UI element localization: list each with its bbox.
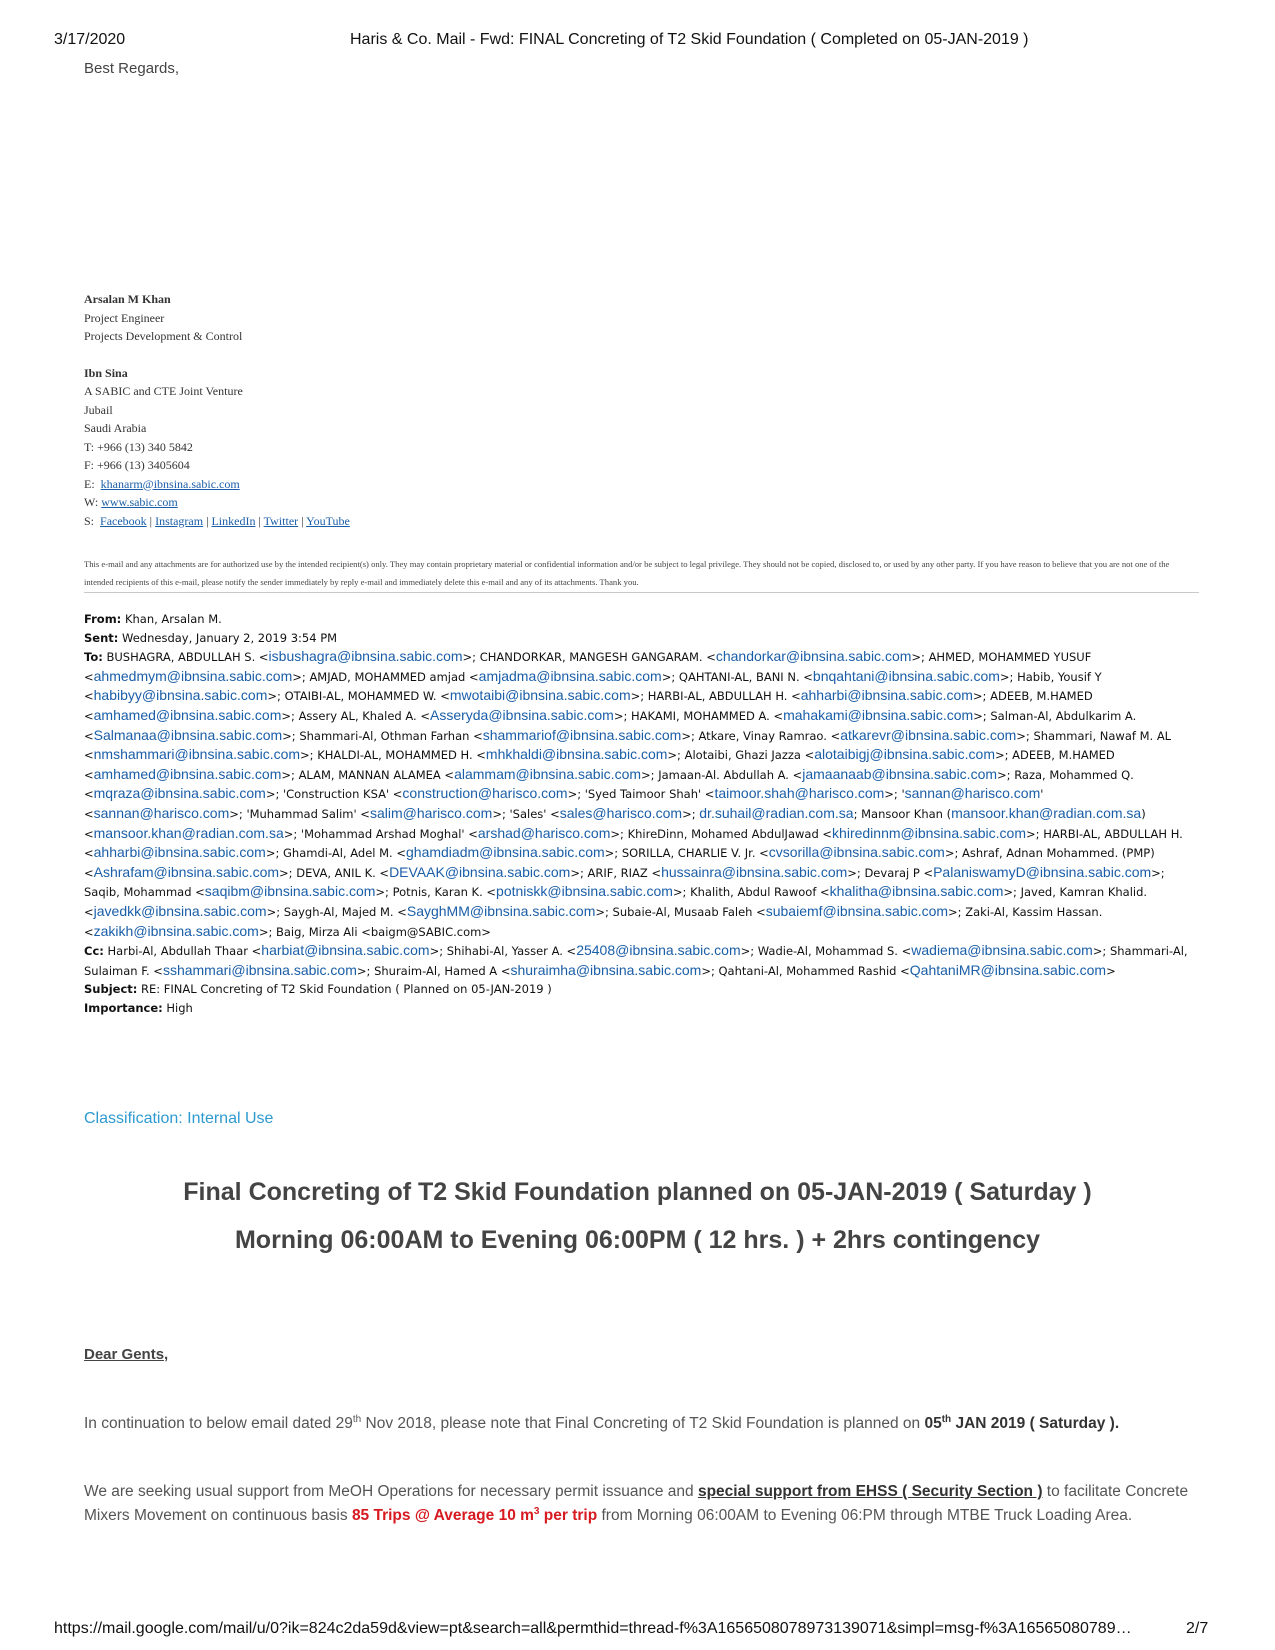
- recipient-separator: >;: [681, 728, 699, 743]
- recipient-separator: >;: [682, 806, 700, 821]
- recipient-separator: >;: [701, 963, 719, 978]
- recipient-email-link[interactable]: nmshammari@ibnsina.sabic.com: [93, 746, 301, 763]
- recipient-separator: >;: [667, 748, 685, 763]
- recipient-separator: >;: [267, 689, 285, 704]
- recipient-separator: >;: [279, 865, 297, 880]
- recipient-name: 'Construction KSA' <: [282, 787, 403, 802]
- signature-social-row: S: Facebook | Instagram | LinkedIn | Twitter | YouTube: [84, 513, 350, 528]
- recipient-separator: >;: [630, 689, 648, 704]
- recipient-separator: >;: [944, 846, 962, 861]
- signature-web-link[interactable]: www.sabic.com: [101, 495, 178, 509]
- signature-company: Ibn Sina: [84, 365, 128, 380]
- from-row: From: Khan, Arsalan M.: [84, 612, 222, 626]
- signature-name: Arsalan M Khan: [84, 292, 171, 306]
- recipient-name: Atkare, Vinay Ramrao. <: [698, 728, 841, 743]
- recipient-name: Ashraf, Adnan Mohammed. (PMP) <: [84, 846, 1155, 880]
- recipient-email-link[interactable]: taimoor.shah@harisco.com: [714, 785, 885, 802]
- recipient-name: Zaki-Al, Kassim Hassan. <: [84, 904, 1103, 939]
- recipient-name: AHMED, MOHAMMED YUSUF <: [84, 650, 1092, 684]
- divider: [84, 592, 1199, 593]
- recipient-name: Devaraj P <: [864, 865, 934, 880]
- recipient-email-link[interactable]: ahharbi@ibnsina.sabic.com: [800, 687, 973, 704]
- recipient-email-link[interactable]: khalitha@ibnsina.sabic.com: [829, 883, 1004, 900]
- recipient-email-link[interactable]: Asseryda@ibnsina.sabic.com: [429, 706, 614, 723]
- body-paragraph-1: In continuation to below email dated 29th Nov 2018, please note that Final Concreting of T2 Skid Foundation is planned on 05th JAN 2019 ( Saturday ).: [84, 1414, 1120, 1433]
- recipient-separator: >;: [972, 689, 991, 704]
- legal-disclaimer: This e-mail and any attachments are for authorized use by the intended recipient(s) only. They may contain proprietary material or confidential information and/or be subject to legal privilege. They should not be copied, disclosed to, or used by any other party. If you have reason to believe that you are not one of the intended recipients of this e-mail, please notify the sender immediately by reply e-mail and immediately delete this e-mail and any of its attachments. Thank you.: [84, 559, 1170, 587]
- social-link-youtube[interactable]: YouTube: [306, 513, 350, 528]
- recipient-name: CHANDORKAR, MANGESH GANGARAM. <: [479, 650, 716, 665]
- recipient-name: Javed, Kamran Khalid. <: [84, 885, 1148, 919]
- sent-row: Sent: Wednesday, January 2, 2019 3:54 PM: [84, 630, 338, 645]
- recipient-name: Alotaibi, Ghazi Jazza <: [684, 748, 815, 763]
- recipient-name: HAKAMI, MOHAMMED A. <: [631, 708, 784, 723]
- recipient-email-link[interactable]: amjadma@ibnsina.sabic.com: [478, 667, 662, 684]
- page-number: 2/7: [1186, 1620, 1209, 1637]
- recipient-name: HARBI-AL, ABDULLAH H. <: [647, 689, 801, 704]
- regards-line: Best Regards,: [84, 60, 180, 77]
- signature-tel: T: +966 (13) 340 5842: [84, 439, 193, 454]
- recipient-separator: >;: [847, 865, 865, 880]
- recipient-separator: >;: [229, 806, 247, 821]
- signature-email-row: E: khanarm@ibnsina.sabic.com: [84, 476, 240, 491]
- quoted-message-header: [84, 610, 1199, 1017]
- recipient-separator: >;: [265, 787, 283, 802]
- recipient-separator: ': [1040, 787, 1044, 802]
- recipient-separator: >;: [672, 885, 691, 900]
- recipient-email-link[interactable]: ahharbi@ibnsina.sabic.com: [93, 844, 266, 861]
- recipient-name: Ghamdi-Al, Adel M. <: [283, 846, 406, 861]
- recipient-email-link[interactable]: arshad@harisco.com: [477, 824, 611, 841]
- recipient-email-link[interactable]: mqraza@ibnsina.sabic.com: [93, 785, 266, 802]
- recipient-email-link[interactable]: amhamed@ibnsina.sabic.com: [93, 765, 282, 782]
- recipient-name: Salman-Al, Abdulkarim A. <: [84, 708, 1137, 743]
- recipient-email-link[interactable]: alammam@ibnsina.sabic.com: [454, 765, 642, 782]
- recipient-separator: >;: [999, 669, 1018, 684]
- recipient-email-link[interactable]: javedkk@ibnsina.sabic.com: [93, 902, 267, 919]
- recipient-name: Wadie-Al, Mohammad S. <: [757, 944, 912, 959]
- recipient-email-link[interactable]: alotaibigj@ibnsina.sabic.com: [814, 746, 995, 763]
- recipient-name: AMJAD, MOHAMMED amjad <: [309, 669, 479, 684]
- recipient-name: 'Muhammad Salim' <: [246, 806, 370, 821]
- recipient-email-link[interactable]: potniskk@ibnsina.sabic.com: [496, 883, 673, 900]
- signature-role: Project Engineer: [84, 310, 165, 325]
- subject-row: Subject: RE: FINAL Concreting of T2 Skid Foundation ( Planned on 05-JAN-2019 ): [84, 982, 552, 997]
- social-separator: |: [146, 513, 156, 528]
- recipient-separator: >;: [1016, 728, 1034, 743]
- social-link-instagram[interactable]: Instagram: [155, 513, 204, 528]
- recipient-email-link[interactable]: sales@harisco.com: [559, 804, 683, 821]
- recipient-name: Shuraim-Al, Hamed A <: [374, 963, 511, 978]
- recipient-separator: >;: [567, 787, 585, 802]
- recipient-name: <: [84, 806, 94, 821]
- recipient-name: ': [901, 787, 905, 802]
- recipient-name: BUSHAGRA, ABDULLAH S. <: [106, 650, 269, 665]
- signature-company-sub: A SABIC and CTE Joint Venture: [84, 384, 243, 398]
- recipient-email-link[interactable]: shuraimha@ibnsina.sabic.com: [510, 961, 702, 978]
- recipient-email-link[interactable]: isbushagra@ibnsina.sabic.com: [268, 648, 463, 665]
- recipient-separator: >;: [356, 963, 375, 978]
- recipient-separator: >;: [604, 846, 622, 861]
- recipient-name: HARBI-AL, ABDULLAH H. <: [84, 826, 1183, 861]
- signature-fax: F: +966 (13) 3405604: [84, 458, 190, 472]
- recipient-separator: >;: [300, 748, 318, 763]
- recipient-name: DEVA, ANIL K. <: [296, 865, 390, 880]
- recipient-email-link[interactable]: cvsorilla@ibnsina.sabic.com: [768, 844, 945, 861]
- print-date: 3/17/2020: [54, 31, 126, 48]
- recipient-name: Khalith, Abdul Rawoof <: [690, 885, 830, 900]
- recipient-name: ADEEB, M.HAMED <: [84, 689, 1093, 723]
- recipient-separator: >;: [973, 708, 991, 723]
- recipient-separator: >;: [265, 846, 284, 861]
- cc-row: Cc: Harbi-Al, Abdullah Thaar <harbiat@ibnsina.sabic.com>; Shihabi-Al, Yasser A. <25408@ibnsina.sabic.com>; Wadie-Al, Mohammad S. <wadiema@ibnsina.sabic.com>; Shammari-Al, Sulaiman F. <sshammari@ibnsina.sabic.com>; Shuraim-Al, Hamed A <shuraimha@ibnsina.sabic.com>; Qahtani-Al, Mohammed Rashid <QahtaniMR@ibnsina.sabic.com>: [84, 942, 1188, 978]
- recipient-name: 'Sales' <: [509, 806, 560, 821]
- recipient-separator: >;: [281, 708, 299, 723]
- recipient-separator: >;: [462, 650, 480, 665]
- recipient-email-link[interactable]: Salmanaa@ibnsina.sabic.com: [93, 726, 283, 743]
- recipient-name: KHALDI-AL, MOHAMMED H. <: [317, 748, 486, 763]
- recipient-separator: >;: [997, 767, 1015, 782]
- recipient-separator: >;: [429, 944, 447, 959]
- salutation: Dear Gents,: [84, 1346, 169, 1363]
- recipient-email-link[interactable]: hussainra@ibnsina.sabic.com: [661, 863, 848, 880]
- recipient-separator: >;: [911, 650, 929, 665]
- recipient-email-link[interactable]: shammariof@ibnsina.sabic.com: [482, 726, 682, 743]
- signature-city: Jubail: [84, 402, 113, 417]
- recipient-email-link[interactable]: mahakami@ibnsina.sabic.com: [783, 706, 974, 723]
- body-paragraph-2: We are seeking usual support from MeOH Operations for necessary permit issuance and special support from EHSS ( Security Section ) to facilitate Concrete Mixers Movement on continuous basis 85 Trips @ Average 10 $m^3$ per trip from Morning 06:00AM to Evening 06:PM through MTBE Truck Loading Area.: [84, 1483, 1189, 1525]
- recipient-email-link[interactable]: construction@harisco.com: [402, 785, 568, 802]
- recipient-name: Baig, Mirza Ali <baigm@SABIC.com>: [275, 924, 491, 939]
- social-link-linkedin[interactable]: LinkedIn: [211, 513, 256, 528]
- recipient-email-link[interactable]: mwotaibi@ibnsina.sabic.com: [449, 687, 631, 704]
- headline-schedule: Morning 06:00AM to Evening 06:00PM ( 12 hrs. ) + 2hrs contingency: [234, 1226, 1041, 1254]
- recipient-name: SORILLA, CHARLIE V. Jr. <: [621, 846, 769, 861]
- signature-dept: Projects Development & Control: [84, 329, 243, 343]
- social-separator: |: [255, 513, 264, 528]
- print-title: Haris & Co. Mail - Fwd: FINAL Concreting of T2 Skid Foundation ( Completed on 05-JAN-2019 ): [350, 31, 1029, 48]
- recipient-separator: >;: [258, 924, 276, 939]
- footer-url: https://mail.google.com/mail/u/0?ik=824c2da59d&view=pt&search=all&permthid=thread-f%3A1656508078973139071&simpl=msg-f%3A16565080789…: [54, 1620, 1132, 1637]
- recipient-separator: >;: [613, 708, 632, 723]
- recipient-email-link[interactable]: mhkhaldi@ibnsina.sabic.com: [485, 746, 668, 763]
- recipient-name: Shammari-Al, Sulaiman F. <: [84, 944, 1188, 978]
- recipient-name: Saygh-Al, Majed M. <: [283, 904, 407, 919]
- recipient-email-link[interactable]: harbiat@ibnsina.sabic.com: [261, 942, 430, 959]
- recipient-separator: >;: [1092, 944, 1110, 959]
- recipient-separator: >;: [610, 826, 628, 841]
- recipient-separator: >;: [570, 865, 588, 880]
- recipient-email-link[interactable]: saqibm@ibnsina.sabic.com: [204, 883, 376, 900]
- recipient-name: ARIF, RIAZ <: [587, 865, 662, 880]
- recipient-email-link[interactable]: mansoor.khan@radian.com.sa: [951, 804, 1142, 821]
- recipient-email-link[interactable]: sannan@harisco.com: [93, 804, 230, 821]
- recipient-separator: >;: [740, 944, 758, 959]
- recipient-separator: >;: [994, 748, 1013, 763]
- email-signature: [84, 290, 350, 530]
- recipient-email-link[interactable]: bnqahtani@ibnsina.sabic.com: [812, 667, 1000, 684]
- recipient-email-link[interactable]: atkarevr@ibnsina.sabic.com: [840, 726, 1017, 743]
- recipient-name: Habib, Yousif Y <: [84, 669, 1102, 704]
- recipient-name: Qahtani-Al, Mohammed Rashid <: [718, 963, 910, 978]
- social-link-facebook[interactable]: Facebook: [100, 513, 147, 528]
- recipient-name: Shihabi-Al, Yasser A. <: [446, 944, 577, 959]
- recipient-separator: >;: [266, 904, 284, 919]
- recipient-name: Shammari, Nawaf M. AL <: [84, 728, 1172, 763]
- recipient-email-link[interactable]: jamaanaab@ibnsina.sabic.com: [802, 765, 998, 782]
- recipient-separator: >;: [282, 728, 300, 743]
- recipient-separator: >;: [641, 767, 659, 782]
- recipient-name: Raza, Mohammed Q. <: [84, 767, 1134, 802]
- recipient-email-link[interactable]: Ashrafam@ibnsina.sabic.com: [93, 863, 280, 880]
- headline-title: Final Concreting of T2 Skid Foundation planned on 05-JAN-2019 ( Saturday ): [183, 1178, 1092, 1206]
- recipient-separator: >;: [375, 885, 393, 900]
- recipient-email-link[interactable]: 25408@ibnsina.sabic.com: [576, 942, 741, 959]
- classification-label: Classification: Internal Use: [84, 1110, 274, 1127]
- recipient-name: Assery AL, Khaled A. <: [298, 708, 430, 723]
- recipient-separator: ): [1141, 806, 1146, 821]
- recipient-email-link[interactable]: SayghMM@ibnsina.sabic.com: [406, 902, 596, 919]
- recipient-email-link[interactable]: sshammari@ibnsina.sabic.com: [162, 961, 357, 978]
- recipient-separator: >;: [492, 806, 510, 821]
- recipient-separator: >;: [884, 787, 902, 802]
- recipient-name: 'Mohammad Arshad Moghal' <: [300, 826, 478, 841]
- recipient-name: KhireDinn, Mohamed AbdulJawad <: [627, 826, 833, 841]
- recipient-name: Harbi-Al, Abdullah Thaar <: [107, 944, 262, 959]
- recipient-email-link[interactable]: dr.suhail@radian.com.sa: [699, 804, 854, 821]
- recipient-name: Mansoor Khan (: [861, 806, 952, 821]
- recipient-name: OTAIBI-AL, MOHAMMED W. <: [284, 689, 450, 704]
- recipient-name: Jamaan-Al. Abdullah A. <: [658, 767, 803, 782]
- recipient-separator: >;: [292, 669, 310, 684]
- recipient-name: Shammari-Al, Othman Farhan <: [299, 728, 483, 743]
- recipient-separator: >;: [661, 669, 679, 684]
- recipient-email-link[interactable]: ghamdiadm@ibnsina.sabic.com: [406, 844, 605, 861]
- recipient-email-link[interactable]: ahmedmym@ibnsina.sabic.com: [93, 667, 293, 684]
- recipient-email-link[interactable]: khiredinnm@ibnsina.sabic.com: [832, 824, 1027, 841]
- recipient-name: QAHTANI-AL, BANI N. <: [678, 669, 813, 684]
- recipient-name: <: [84, 826, 94, 841]
- signature-web-row: W: www.sabic.com: [84, 495, 178, 509]
- recipient-email-link[interactable]: QahtaniMR@ibnsina.sabic.com: [909, 961, 1107, 978]
- recipient-name: Subaie-Al, Musaab Faleh <: [612, 904, 766, 919]
- recipient-email-link[interactable]: amhamed@ibnsina.sabic.com: [93, 706, 282, 723]
- recipient-email-link[interactable]: zakikh@ibnsina.sabic.com: [93, 922, 259, 939]
- recipient-email-link[interactable]: DEVAAK@ibnsina.sabic.com: [389, 863, 571, 880]
- recipient-separator: >;: [1026, 826, 1044, 841]
- recipient-email-link[interactable]: salim@harisco.com: [369, 804, 493, 821]
- recipient-email-link[interactable]: wadiema@ibnsina.sabic.com: [911, 942, 1093, 959]
- recipient-email-link[interactable]: habibyy@ibnsina.sabic.com: [93, 687, 268, 704]
- signature-email-link[interactable]: khanarm@ibnsina.sabic.com: [100, 476, 240, 491]
- recipient-separator: >;: [1151, 865, 1165, 880]
- recipient-email-link[interactable]: mansoor.khan@radian.com.sa: [93, 824, 284, 841]
- to-row: To: BUSHAGRA, ABDULLAH S. <isbushagra@ibnsina.sabic.com>; CHANDORKAR, MANGESH GANGARAM. <chandorkar@ibnsina.sabic.com>; AHMED, MOHAMMED YUSUF <ahmedmym@ibnsina.sabic.com>; AMJAD, MOHAMMED amjad <amjadma@ibnsina.sabic.com>; QAHTANI-AL, BANI N. <bnqahtani@ibnsina.sabic.com>; Habib, Yousif Y <habibyy@ibnsina.sabic.com>; OTAIBI-AL, MOHAMMED W. <mwotaibi@ibnsina.sabic.com>; HARBI-AL, ABDULLAH H. <ahharbi@ibnsina.sabic.com>; ADEEB, M.HAMED <amhamed@ibnsina.sabic.com>; Assery AL, Khaled A. <Asseryda@ibnsina.sabic.com>; HAKAMI, MOHAMMED A. <mahakami@ibnsina.sabic.com>; Salman-Al, Abdulkarim A. <Salmanaa@ibnsina.sabic.com>; Shammari-Al, Othman Farhan <shammariof@ibnsina.sabic.com>; Atkare, Vinay Ramrao. <atkarevr@ibnsina.sabic.com>; Shammari, Nawaf M. AL <nmshammari@ibnsina.sabic.com>; KHALDI-AL, MOHAMMED H. <mhkhaldi@ibnsina.sabic.com>; Alotaibi, Ghazi Jazza <alotaibigj@ibnsina.sabic.com>; ADEEB, M.HAMED <amhamed@ibnsina.sabic.com>; ALAM, MANNAN ALAMEA <alammam@ibnsina.sabic.com>; Jamaan-Al. Abdullah A. <jamaanaab@ibnsina.sabic.com>; Raza, Mohammed Q. <mqraza@ibnsina.sabic.com>; 'Construction KSA' <construction@harisco.com>; 'Syed Taimoor Shah' <taimoor.shah@harisco.com>; 'sannan@harisco.com' <sannan@harisco.com>; 'Muhammad Salim' <salim@harisco.com>; 'Sales' <sales@harisco.com>; dr.suhail@radian.com.sa; Mansoor Khan (mansoor.khan@radian.com.sa) <mansoor.khan@radian.com.sa>; 'Mohammad Arshad Moghal' <arshad@harisco.com>; KhireDinn, Mohamed AbdulJawad <khiredinnm@ibnsina.sabic.com>; HARBI-AL, ABDULLAH H. <ahharbi@ibnsina.sabic.com>; Ghamdi-Al, Adel M. <ghamdiadm@ibnsina.sabic.com>; SORILLA, CHARLIE V. Jr. <cvsorilla@ibnsina.sabic.com>; Ashraf, Adnan Mohammed. (PMP) <Ashrafam@ibnsina.sabic.com>; DEVA, ANIL K. <DEVAAK@ibnsina.sabic.com>; ARIF, RIAZ <hussainra@ibnsina.sabic.com>; Devaraj P <PalaniswamyD@ibnsina.sabic.com>; Saqib, Mohammad <saqibm@ibnsina.sabic.com>; Potnis, Karan K. <potniskk@ibnsina.sabic.com>; Khalith, Abdul Rawoof <khalitha@ibnsina.sabic.com>; Javed, Kamran Khalid. <javedkk@ibnsina.sabic.com>; Saygh-Al, Majed M. <SayghMM@ibnsina.sabic.com>; Subaie-Al, Musaab Faleh <subaiemf@ibnsina.sabic.com>; Zaki-Al, Kassim Hassan. <zakikh@ibnsina.sabic.com>; Baig, Mirza Ali <baigm@SABIC.com>: [84, 648, 1183, 939]
- recipient-separator: >;: [595, 904, 613, 919]
- signature-country: Saudi Arabia: [84, 421, 147, 435]
- social-separator: |: [203, 513, 212, 528]
- social-separator: |: [298, 513, 307, 528]
- recipient-name: Potnis, Karan K. <: [392, 885, 497, 900]
- social-link-twitter[interactable]: Twitter: [263, 513, 299, 528]
- recipient-separator: >;: [281, 767, 299, 782]
- recipient-name: Saqib, Mohammad <: [84, 885, 205, 900]
- recipient-name: ADEEB, M.HAMED <: [84, 748, 1115, 782]
- recipient-name: ALAM, MANNAN ALAMEA <: [298, 767, 455, 782]
- recipient-separator: >;: [283, 826, 301, 841]
- recipient-email-link[interactable]: chandorkar@ibnsina.sabic.com: [715, 648, 912, 665]
- recipient-separator: >: [1106, 963, 1116, 978]
- recipient-email-link[interactable]: PalaniswamyD@ibnsina.sabic.com: [933, 863, 1152, 880]
- recipient-separator: >;: [1003, 885, 1021, 900]
- recipient-email-link[interactable]: subaiemf@ibnsina.sabic.com: [765, 902, 949, 919]
- recipient-email-link[interactable]: sannan@harisco.com: [904, 785, 1041, 802]
- recipient-name: 'Syed Taimoor Shah' <: [584, 787, 715, 802]
- recipient-separator: >;: [948, 904, 966, 919]
- recipient-separator: ;: [853, 806, 862, 821]
- importance-row: Importance: High: [84, 1000, 193, 1015]
